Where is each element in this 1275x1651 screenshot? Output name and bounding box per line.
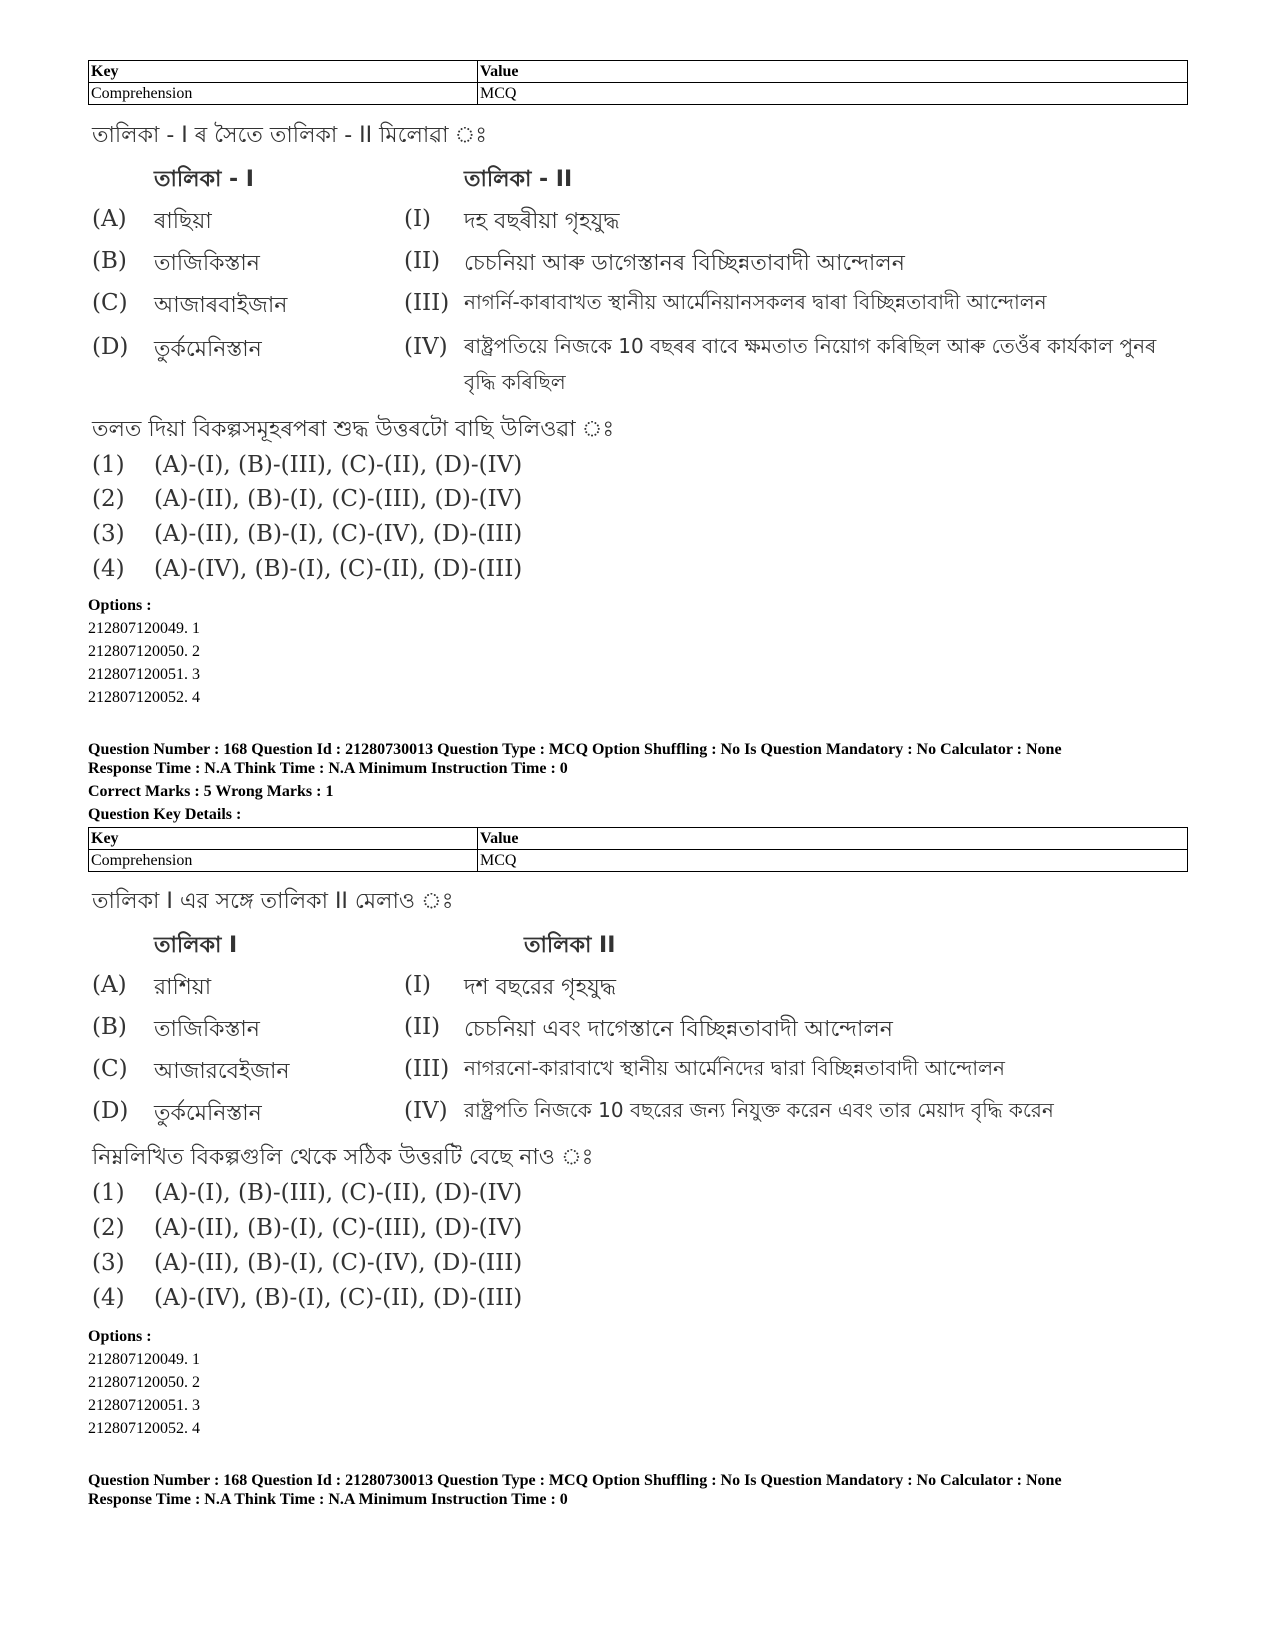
answer-number: (2) — [92, 1215, 125, 1241]
row-letter: (D) — [92, 1098, 129, 1124]
option-item: 212807120051. 3 — [88, 1397, 200, 1414]
row-roman: (II) — [404, 248, 441, 274]
list2-heading: তালিকা - II — [464, 167, 573, 192]
answer-text: (A)-(II), (B)-(I), (C)-(IV), (D)-(III) — [154, 521, 523, 547]
row-right: নাগৰ্নি-কাৰাবাখত স্থানীয় আৰ্মেনিয়ানসকলৰ দ্বাৰা বিচ্ছিন্নতাবাদী আন্দোলন — [464, 290, 1047, 314]
question-stem: তালিকা - I ৰ সৈতে তালিকা - II মিলোৱা ঃ — [92, 123, 487, 148]
table-row — [89, 850, 1188, 872]
answer-text: (A)-(II), (B)-(I), (C)-(III), (D)-(IV) — [154, 1215, 523, 1241]
table-header-row — [89, 828, 1188, 850]
option-item: 212807120050. 2 — [88, 643, 200, 660]
answer-number: (1) — [92, 452, 125, 478]
key-header: Key — [89, 61, 478, 83]
options-label: Options : — [88, 597, 152, 614]
answer-text: (A)-(II), (B)-(I), (C)-(III), (D)-(IV) — [154, 486, 523, 512]
row-right: নাগরনো-কারাবাখে স্থানীয় আর্মেনিদের দ্বারা বিচ্ছিন্নতাবাদী আন্দোলন — [464, 1056, 1005, 1080]
row-left: তাজিকিস্তান — [154, 1017, 260, 1042]
answer-number: (1) — [92, 1180, 125, 1206]
row-right: দহ বছৰীয়া গৃহযুদ্ধ — [464, 209, 620, 234]
row-right: চেচনিয়া আৰু ডাগেস্তানৰ বিচ্ছিন্নতাবাদী আন্দোলন — [464, 251, 905, 276]
row-letter: (C) — [92, 1056, 128, 1082]
row-left: তুৰ্কমেনিস্তান — [154, 337, 262, 362]
row-left: তাজিকিস্তান — [154, 251, 260, 276]
key-cell: Comprehension — [89, 850, 478, 872]
value-header: Value — [478, 828, 1188, 850]
marks-line: Correct Marks : 5 Wrong Marks : 1 — [88, 783, 334, 800]
options-label: Options : — [88, 1328, 152, 1345]
row-roman: (I) — [404, 972, 432, 998]
question-stem: তালিকা I এর সঙ্গে তালিকা II মেলাও ঃ — [92, 889, 454, 914]
key-details-label: Question Key Details : — [88, 806, 242, 823]
q2-key-table — [88, 827, 1188, 872]
answer-number: (2) — [92, 486, 125, 512]
row-right: চেচনিয়া এবং দাগেস্তানে বিচ্ছিন্নতাবাদী আন্দোলন — [464, 1017, 893, 1042]
table-row — [89, 83, 1188, 105]
row-right: দশ বছরের গৃহযুদ্ধ — [464, 975, 616, 1000]
q2-question-content — [92, 884, 1192, 1324]
row-left: আজারবেইজান — [154, 1059, 290, 1084]
answer-number: (3) — [92, 1250, 125, 1276]
row-right: ৰাষ্ট্ৰপতিয়ে নিজকে 10 বছৰৰ বাবে ক্ষমতাত নিয়োগ কৰিছিল আৰু তেওঁৰ কাৰ্যকাল পুনৰ বৃদ্ধি কৰিছিল — [464, 334, 1157, 394]
q1-question-content — [92, 118, 1192, 598]
question-meta-line2: Response Time : N.A Think Time : N.A Minimum Instruction Time : 0 — [88, 760, 568, 777]
answer-text: (A)-(I), (B)-(III), (C)-(II), (D)-(IV) — [154, 1180, 523, 1206]
row-left: ৰাছিয়া — [154, 209, 212, 234]
row-roman: (III) — [404, 1056, 450, 1082]
answer-text: (A)-(I), (B)-(III), (C)-(II), (D)-(IV) — [154, 452, 523, 478]
row-roman: (II) — [404, 1014, 441, 1040]
value-cell: MCQ — [478, 850, 1188, 872]
row-left: তুর্কমেনিস্তান — [154, 1101, 262, 1126]
answer-number: (4) — [92, 1285, 125, 1311]
option-item: 212807120050. 2 — [88, 1374, 200, 1391]
value-header: Value — [478, 61, 1188, 83]
question-meta-line2: Response Time : N.A Think Time : N.A Minimum Instruction Time : 0 — [88, 1491, 568, 1508]
answer-text: (A)-(II), (B)-(I), (C)-(IV), (D)-(III) — [154, 1250, 523, 1276]
option-item: 212807120049. 1 — [88, 1351, 200, 1368]
answer-text: (A)-(IV), (B)-(I), (C)-(II), (D)-(III) — [154, 556, 523, 582]
row-letter: (A) — [92, 972, 127, 998]
answer-number: (4) — [92, 556, 125, 582]
option-item: 212807120049. 1 — [88, 620, 200, 637]
list1-heading: তালিকা I — [154, 933, 238, 958]
list1-heading: তালিকা - I — [154, 167, 254, 192]
row-letter: (B) — [92, 1014, 127, 1040]
key-header: Key — [89, 828, 478, 850]
value-cell: MCQ — [478, 83, 1188, 105]
option-item: 212807120052. 4 — [88, 1420, 200, 1437]
row-letter: (C) — [92, 290, 128, 316]
table-header-row — [89, 61, 1188, 83]
list2-heading: তালিকা II — [524, 933, 616, 958]
row-roman: (I) — [404, 206, 432, 232]
row-roman: (III) — [404, 290, 450, 316]
question-meta-line1: Question Number : 168 Question Id : 21280730013 Question Type : MCQ Option Shuffling : No Is Question Mandatory : No Calculator : None — [88, 741, 1062, 758]
answer-number: (3) — [92, 521, 125, 547]
answer-text: (A)-(IV), (B)-(I), (C)-(II), (D)-(III) — [154, 1285, 523, 1311]
instruction: তলত দিয়া বিকল্পসমূহৰপৰা শুদ্ধ উত্তৰটো বাছি উলিওৱা ঃ — [92, 417, 615, 442]
option-item: 212807120051. 3 — [88, 666, 200, 683]
row-letter: (D) — [92, 334, 129, 360]
q1-key-table — [88, 60, 1188, 105]
row-right: রাষ্ট্রপতি নিজকে 10 বছরের জন্য নিযুক্ত করেন এবং তার মেয়াদ বৃদ্ধি করেন — [464, 1098, 1054, 1122]
row-roman: (IV) — [404, 1098, 448, 1124]
row-roman: (IV) — [404, 334, 448, 360]
key-cell: Comprehension — [89, 83, 478, 105]
instruction: নিম্নলিখিত বিকল্পগুলি থেকে সঠিক উত্তরটি বেছে নাও ঃ — [92, 1145, 594, 1170]
row-left: আজাৰবাইজান — [154, 293, 288, 318]
row-left: রাশিয়া — [154, 975, 212, 1000]
row-letter: (B) — [92, 248, 127, 274]
option-item: 212807120052. 4 — [88, 689, 200, 706]
row-letter: (A) — [92, 206, 127, 232]
question-meta-line1: Question Number : 168 Question Id : 21280730013 Question Type : MCQ Option Shuffling : No Is Question Mandatory : No Calculator : None — [88, 1472, 1062, 1489]
